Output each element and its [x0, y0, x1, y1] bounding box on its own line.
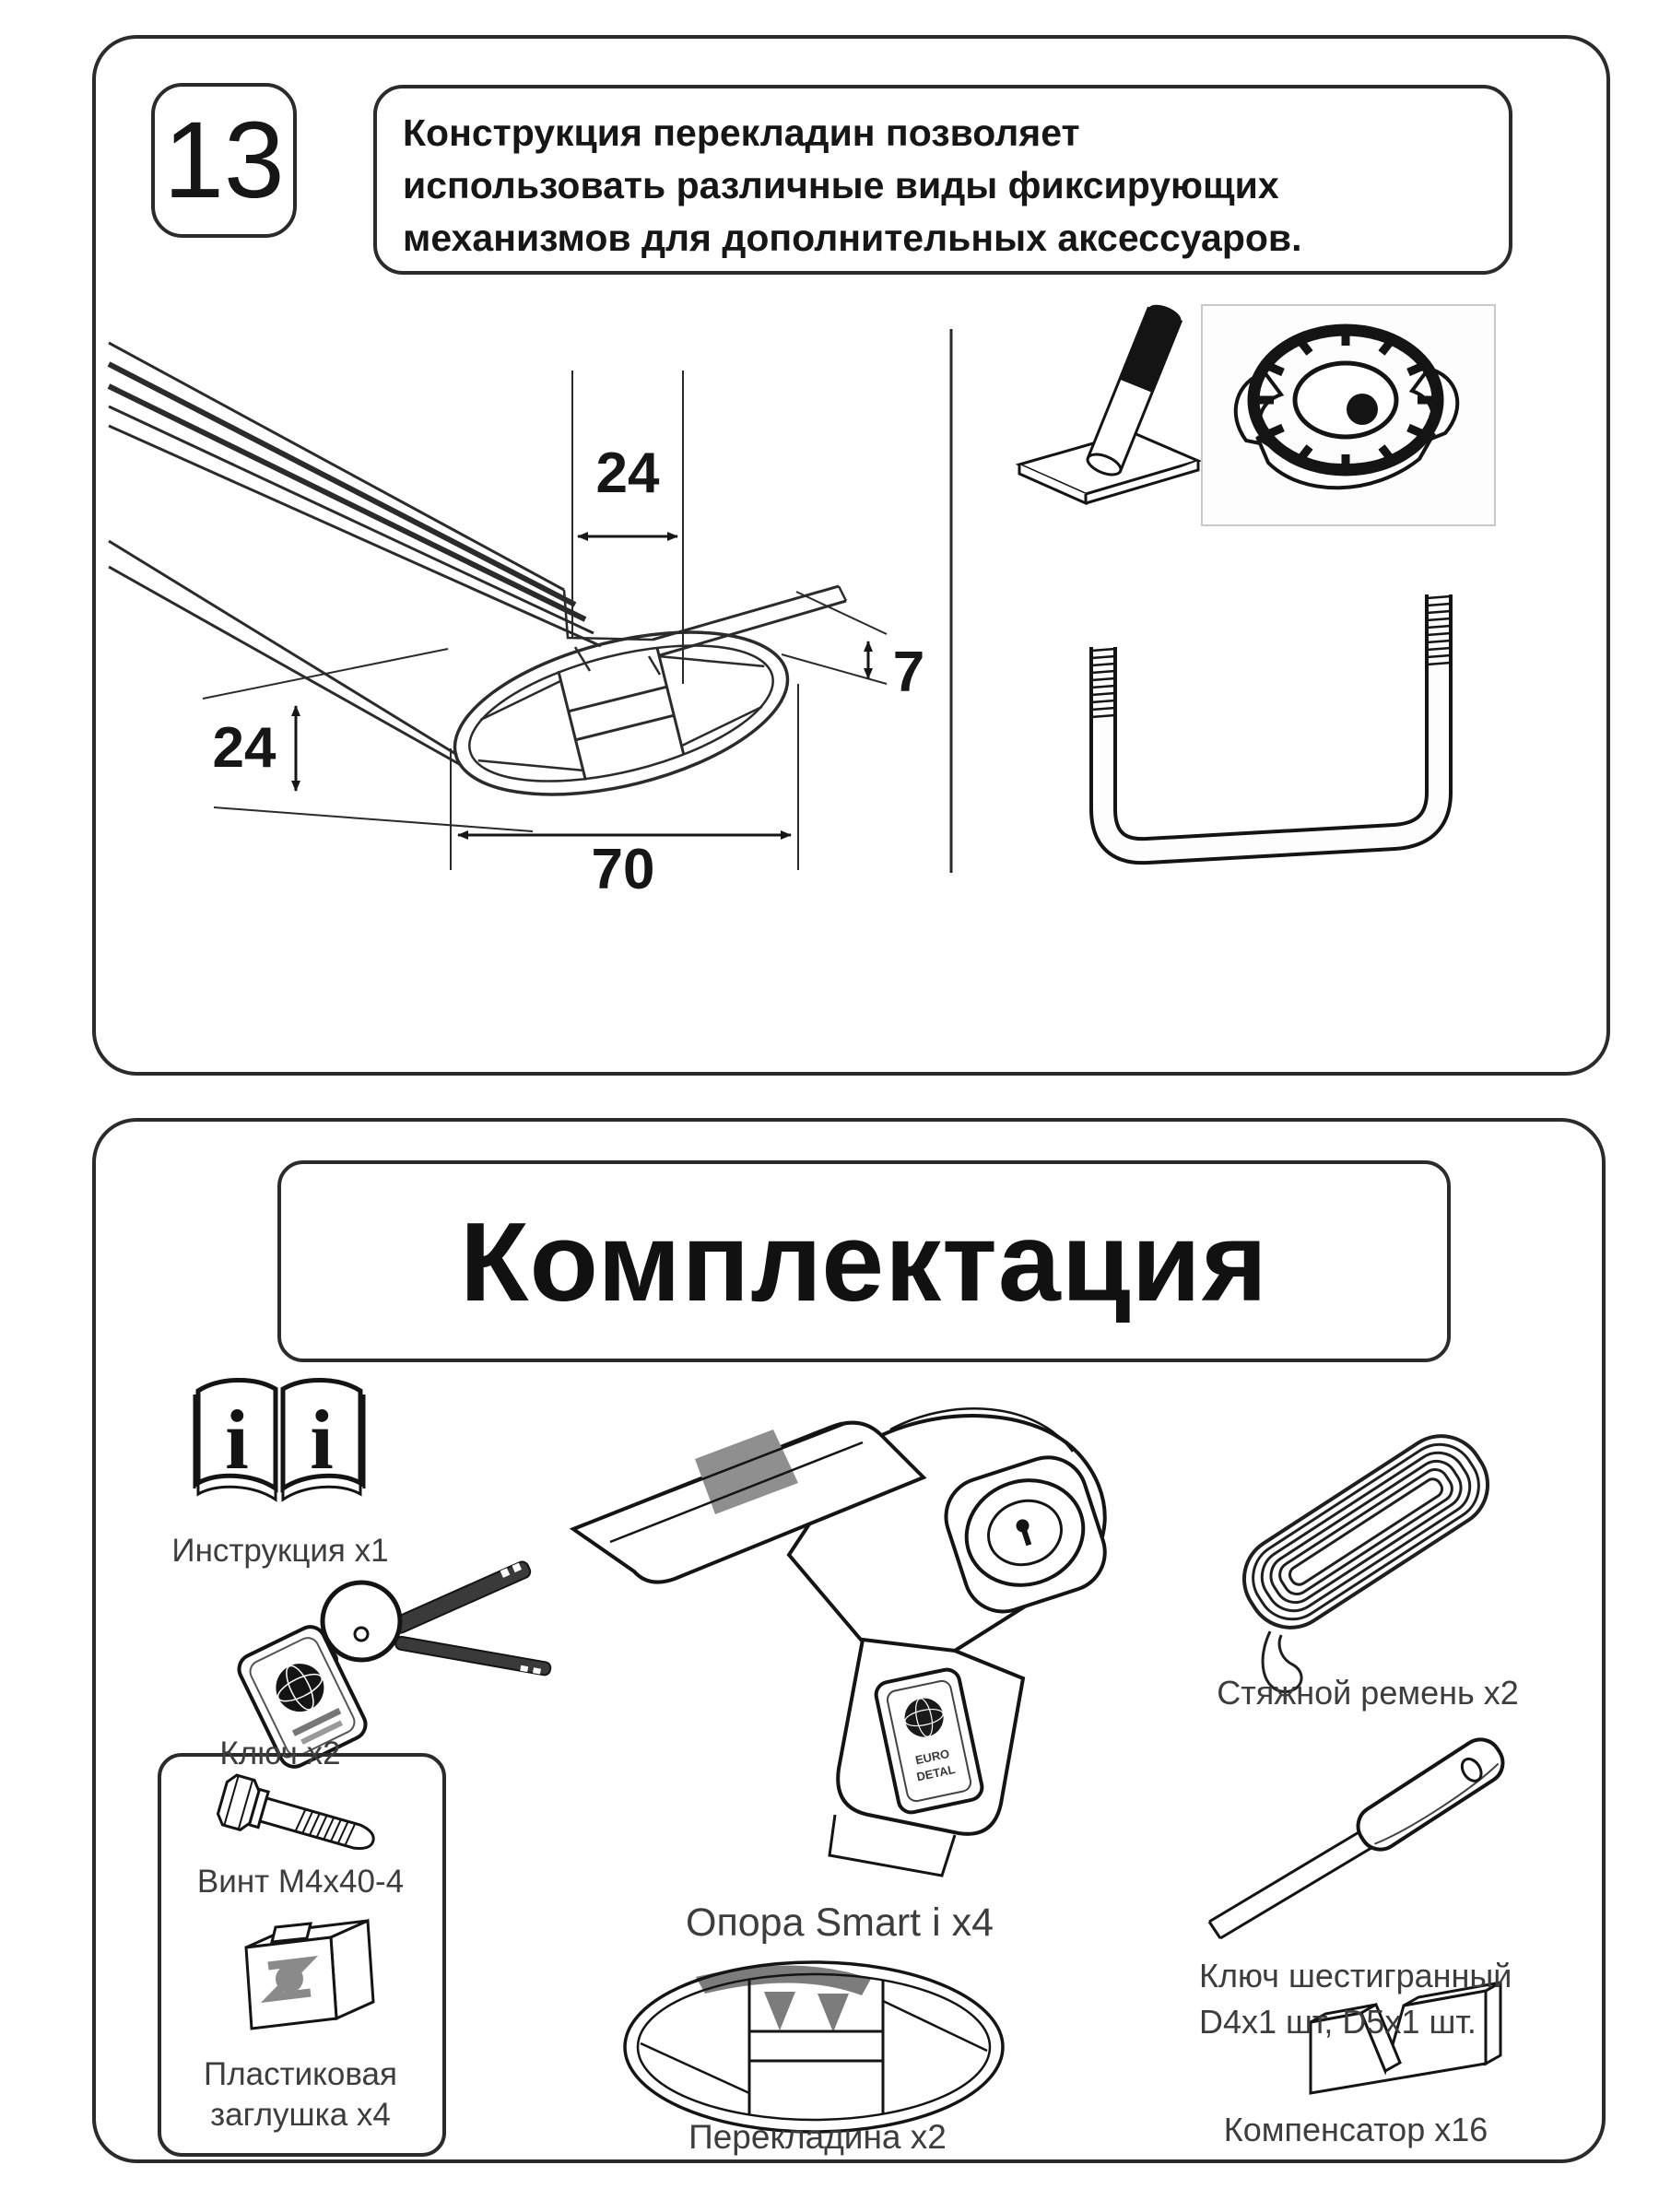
step-number: 13	[163, 100, 285, 221]
step-description-box	[373, 85, 1512, 275]
label-crossbar: Перекладина x2	[688, 2118, 947, 2156]
hex-key-icon	[1209, 1732, 1511, 1938]
dimension-flange-height	[782, 592, 924, 704]
label-keys: Ключ x2	[219, 1735, 341, 1771]
dimension-bar-height	[203, 649, 533, 831]
label-hex-key-line1: Ключ шестигранный	[1199, 1957, 1512, 1994]
kit-title: Комплектация	[460, 1198, 1268, 1324]
t-bolt-icon	[1019, 300, 1198, 503]
step-number-badge	[151, 83, 297, 238]
crossbar-section-icon	[625, 1962, 1003, 2132]
dim-bar-width-value: 70	[591, 838, 655, 901]
label-foot: Опора Smart i x4	[686, 1900, 994, 1945]
badge-text-line2: DETAL	[915, 1761, 957, 1784]
strap-icon	[1204, 1420, 1530, 1700]
u-bolt-icon	[1091, 594, 1451, 851]
label-plug-line2: заглушка x4	[210, 2097, 391, 2133]
dim-flange-height-value: 7	[892, 641, 925, 704]
label-plug-line1: Пластиковая	[204, 2056, 397, 2092]
step-description-line: механизмов для дополнительных аксессуаров.	[403, 217, 1302, 259]
dim-bar-height-value: 24	[212, 716, 276, 780]
book-info-glyph: i	[225, 1393, 249, 1487]
foot-icon	[573, 1408, 1115, 1876]
claw-clamp-icon	[1202, 305, 1495, 525]
label-bolt: Винт М4х40-4	[196, 1864, 405, 1900]
kit-contents-panel	[92, 1118, 1606, 2163]
step-13-panel	[92, 35, 1610, 1076]
dimension-bar-width	[451, 684, 798, 901]
label-hex-key-line2: D4x1 шт, D5x1 шт.	[1199, 2003, 1477, 2041]
kit-title-box	[277, 1160, 1451, 1362]
book-info-glyph: i	[310, 1393, 334, 1487]
step-description-line: использовать различные виды фиксирующих	[403, 164, 1279, 206]
label-hex-key	[1199, 1953, 1623, 2045]
step-description-line: Конструкция перекладин позволяет	[403, 112, 1080, 154]
label-plug	[171, 2054, 429, 2136]
badge-text-line1: EURO	[913, 1746, 951, 1768]
dim-slot-width-value: 24	[595, 441, 660, 505]
instruction-book-icon	[194, 1380, 364, 1500]
label-strap: Стяжной ремень x2	[1217, 1674, 1519, 1712]
label-instruction: Инструкция x1	[171, 1533, 389, 1569]
label-compensator: Компенсатор x16	[1223, 2111, 1488, 2148]
